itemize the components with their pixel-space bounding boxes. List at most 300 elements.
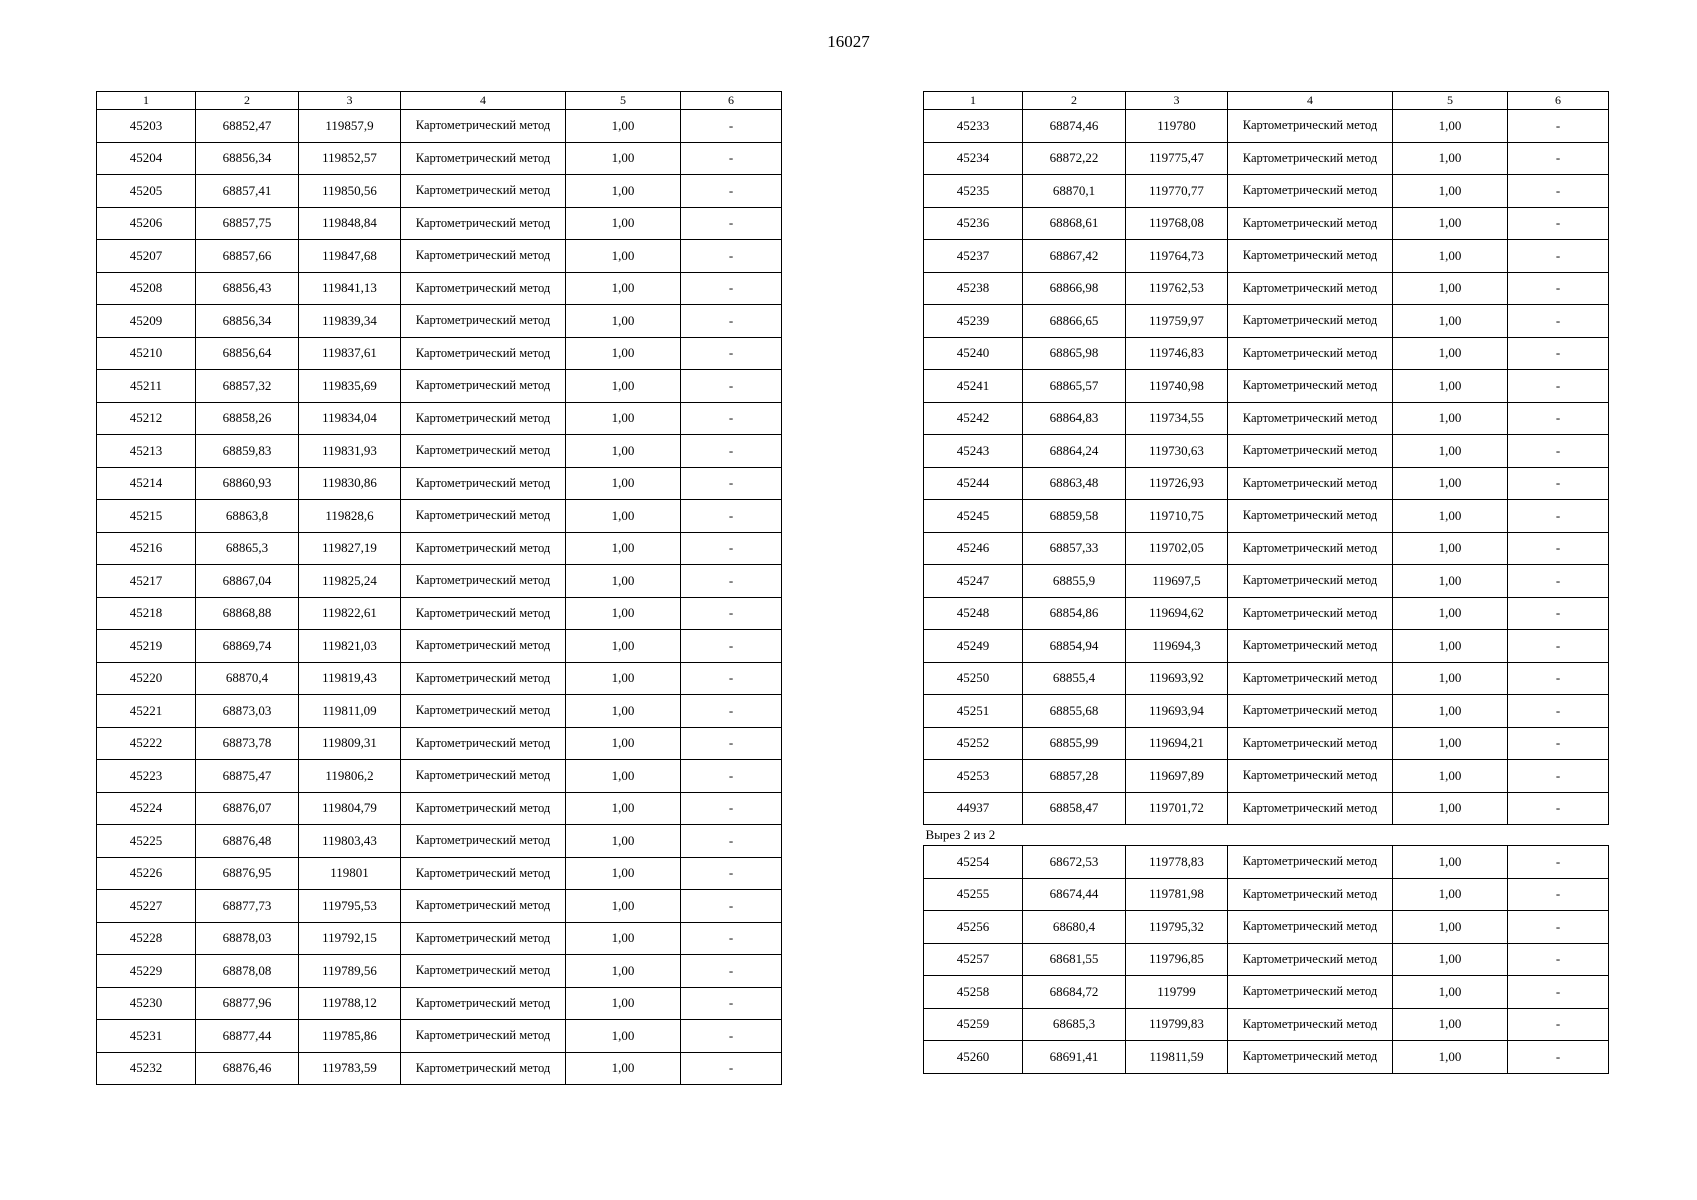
point-number-cell: 45211 <box>97 370 196 403</box>
accuracy-cell: 1,00 <box>566 500 681 533</box>
accuracy-cell: 1,00 <box>566 565 681 598</box>
accuracy-cell: 1,00 <box>1393 976 1508 1009</box>
method-cell: Картометрический метод <box>401 240 566 273</box>
accuracy-cell: 1,00 <box>566 370 681 403</box>
accuracy-cell: 1,00 <box>1393 760 1508 793</box>
x-coordinate-cell: 68864,24 <box>1023 435 1126 468</box>
table-row <box>97 695 782 728</box>
point-number-cell: 45243 <box>924 435 1023 468</box>
accuracy-cell: 1,00 <box>566 207 681 240</box>
y-coordinate-cell: 119803,43 <box>299 825 401 858</box>
method-cell: Картометрический метод <box>1228 142 1393 175</box>
point-number-cell: 45239 <box>924 305 1023 338</box>
table-row <box>97 272 782 305</box>
method-cell: Картометрический метод <box>401 207 566 240</box>
note-cell: - <box>681 1020 782 1053</box>
accuracy-cell: 1,00 <box>566 825 681 858</box>
table-row <box>924 597 1609 630</box>
table-row <box>97 370 782 403</box>
note-cell: - <box>681 662 782 695</box>
note-cell: - <box>1508 630 1609 663</box>
note-cell: - <box>1508 532 1609 565</box>
note-cell: - <box>681 500 782 533</box>
point-number-cell: 45255 <box>924 878 1023 911</box>
method-cell: Картометрический метод <box>1228 467 1393 500</box>
accuracy-cell: 1,00 <box>1393 565 1508 598</box>
y-coordinate-cell: 119825,24 <box>299 565 401 598</box>
y-coordinate-cell: 119770,77 <box>1126 175 1228 208</box>
method-cell: Картометрический метод <box>1228 727 1393 760</box>
table-row <box>97 142 782 175</box>
y-coordinate-cell: 119780 <box>1126 110 1228 143</box>
point-number-cell: 45247 <box>924 565 1023 598</box>
x-coordinate-cell: 68855,9 <box>1023 565 1126 598</box>
header-row <box>97 92 782 110</box>
method-cell: Картометрический метод <box>1228 760 1393 793</box>
note-cell: - <box>1508 337 1609 370</box>
y-coordinate-cell: 119789,56 <box>299 955 401 988</box>
method-cell: Картометрический метод <box>401 1052 566 1085</box>
note-cell: - <box>681 727 782 760</box>
note-cell: - <box>1508 207 1609 240</box>
point-number-cell: 45244 <box>924 467 1023 500</box>
method-cell: Картометрический метод <box>401 922 566 955</box>
accuracy-cell: 1,00 <box>566 857 681 890</box>
table-row <box>97 662 782 695</box>
y-coordinate-cell: 119841,13 <box>299 272 401 305</box>
note-cell: - <box>681 890 782 923</box>
method-cell: Картометрический метод <box>1228 943 1393 976</box>
x-coordinate-cell: 68858,47 <box>1023 792 1126 825</box>
accuracy-cell: 1,00 <box>566 987 681 1020</box>
y-coordinate-cell: 119694,21 <box>1126 727 1228 760</box>
y-coordinate-cell: 119792,15 <box>299 922 401 955</box>
accuracy-cell: 1,00 <box>566 467 681 500</box>
accuracy-cell: 1,00 <box>566 402 681 435</box>
x-coordinate-cell: 68877,96 <box>196 987 299 1020</box>
y-coordinate-cell: 119847,68 <box>299 240 401 273</box>
x-coordinate-cell: 68863,48 <box>1023 467 1126 500</box>
table-row <box>924 240 1609 273</box>
y-coordinate-cell: 119822,61 <box>299 597 401 630</box>
table-row <box>97 207 782 240</box>
accuracy-cell: 1,00 <box>566 305 681 338</box>
x-coordinate-cell: 68857,32 <box>196 370 299 403</box>
x-coordinate-cell: 68878,03 <box>196 922 299 955</box>
table-row <box>924 662 1609 695</box>
note-cell: - <box>1508 662 1609 695</box>
point-number-cell: 45258 <box>924 976 1023 1009</box>
accuracy-cell: 1,00 <box>566 662 681 695</box>
coordinates-table-right <box>923 91 1609 1074</box>
table-row <box>924 911 1609 944</box>
accuracy-cell: 1,00 <box>566 532 681 565</box>
y-coordinate-cell: 119831,93 <box>299 435 401 468</box>
y-coordinate-cell: 119852,57 <box>299 142 401 175</box>
table-row <box>97 857 782 890</box>
point-number-cell: 45216 <box>97 532 196 565</box>
x-coordinate-cell: 68876,48 <box>196 825 299 858</box>
x-coordinate-cell: 68685,3 <box>1023 1008 1126 1041</box>
x-coordinate-cell: 68855,68 <box>1023 695 1126 728</box>
x-coordinate-cell: 68865,57 <box>1023 370 1126 403</box>
point-number-cell: 45206 <box>97 207 196 240</box>
accuracy-cell: 1,00 <box>1393 792 1508 825</box>
header-cell: 4 <box>1228 92 1393 110</box>
accuracy-cell: 1,00 <box>1393 435 1508 468</box>
method-cell: Картометрический метод <box>1228 695 1393 728</box>
x-coordinate-cell: 68854,94 <box>1023 630 1126 663</box>
x-coordinate-cell: 68691,41 <box>1023 1041 1126 1074</box>
point-number-cell: 45219 <box>97 630 196 663</box>
table-row <box>97 1020 782 1053</box>
x-coordinate-cell: 68856,34 <box>196 305 299 338</box>
method-cell: Картометрический метод <box>401 857 566 890</box>
y-coordinate-cell: 119697,5 <box>1126 565 1228 598</box>
note-cell: - <box>681 207 782 240</box>
accuracy-cell: 1,00 <box>1393 142 1508 175</box>
point-number-cell: 45215 <box>97 500 196 533</box>
note-cell: - <box>1508 695 1609 728</box>
y-coordinate-cell: 119806,2 <box>299 760 401 793</box>
method-cell: Картометрический метод <box>1228 370 1393 403</box>
point-number-cell: 45223 <box>97 760 196 793</box>
accuracy-cell: 1,00 <box>566 240 681 273</box>
y-coordinate-cell: 119697,89 <box>1126 760 1228 793</box>
y-coordinate-cell: 119764,73 <box>1126 240 1228 273</box>
x-coordinate-cell: 68857,28 <box>1023 760 1126 793</box>
point-number-cell: 45228 <box>97 922 196 955</box>
y-coordinate-cell: 119827,19 <box>299 532 401 565</box>
header-cell: 2 <box>196 92 299 110</box>
method-cell: Картометрический метод <box>401 695 566 728</box>
table-row <box>97 337 782 370</box>
accuracy-cell: 1,00 <box>566 922 681 955</box>
accuracy-cell: 1,00 <box>1393 597 1508 630</box>
table-row <box>97 890 782 923</box>
method-cell: Картометрический метод <box>401 662 566 695</box>
y-coordinate-cell: 119726,93 <box>1126 467 1228 500</box>
header-cell: 5 <box>1393 92 1508 110</box>
point-number-cell: 45253 <box>924 760 1023 793</box>
header-cell: 4 <box>401 92 566 110</box>
y-coordinate-cell: 119781,98 <box>1126 878 1228 911</box>
point-number-cell: 45234 <box>924 142 1023 175</box>
x-coordinate-cell: 68877,73 <box>196 890 299 923</box>
note-cell: - <box>681 305 782 338</box>
point-number-cell: 45203 <box>97 110 196 143</box>
x-coordinate-cell: 68684,72 <box>1023 976 1126 1009</box>
table-row <box>97 500 782 533</box>
accuracy-cell: 1,00 <box>1393 110 1508 143</box>
table-row <box>924 760 1609 793</box>
x-coordinate-cell: 68878,08 <box>196 955 299 988</box>
method-cell: Картометрический метод <box>401 142 566 175</box>
section-label: Вырез 2 из 2 <box>924 825 1609 846</box>
y-coordinate-cell: 119785,86 <box>299 1020 401 1053</box>
point-number-cell: 45245 <box>924 500 1023 533</box>
x-coordinate-cell: 68857,66 <box>196 240 299 273</box>
table-row <box>924 272 1609 305</box>
table-row <box>97 955 782 988</box>
x-coordinate-cell: 68857,33 <box>1023 532 1126 565</box>
point-number-cell: 45224 <box>97 792 196 825</box>
y-coordinate-cell: 119778,83 <box>1126 846 1228 879</box>
point-number-cell: 45221 <box>97 695 196 728</box>
method-cell: Картометрический метод <box>1228 175 1393 208</box>
table-row <box>924 435 1609 468</box>
note-cell: - <box>681 1052 782 1085</box>
note-cell: - <box>681 272 782 305</box>
accuracy-cell: 1,00 <box>566 337 681 370</box>
x-coordinate-cell: 68674,44 <box>1023 878 1126 911</box>
y-coordinate-cell: 119828,6 <box>299 500 401 533</box>
note-cell: - <box>1508 1008 1609 1041</box>
note-cell: - <box>1508 142 1609 175</box>
accuracy-cell: 1,00 <box>566 435 681 468</box>
point-number-cell: 45235 <box>924 175 1023 208</box>
table-row <box>97 305 782 338</box>
note-cell: - <box>1508 305 1609 338</box>
point-number-cell: 45205 <box>97 175 196 208</box>
y-coordinate-cell: 119775,47 <box>1126 142 1228 175</box>
y-coordinate-cell: 119811,09 <box>299 695 401 728</box>
note-cell: - <box>1508 943 1609 976</box>
method-cell: Картометрический метод <box>401 110 566 143</box>
table-row <box>97 110 782 143</box>
table-row <box>97 760 782 793</box>
x-coordinate-cell: 68858,26 <box>196 402 299 435</box>
note-cell: - <box>681 987 782 1020</box>
accuracy-cell: 1,00 <box>1393 467 1508 500</box>
method-cell: Картометрический метод <box>1228 662 1393 695</box>
accuracy-cell: 1,00 <box>1393 727 1508 760</box>
method-cell: Картометрический метод <box>1228 1008 1393 1041</box>
accuracy-cell: 1,00 <box>566 1020 681 1053</box>
table-row <box>924 1008 1609 1041</box>
accuracy-cell: 1,00 <box>566 760 681 793</box>
accuracy-cell: 1,00 <box>566 142 681 175</box>
note-cell: - <box>1508 1041 1609 1074</box>
accuracy-cell: 1,00 <box>1393 175 1508 208</box>
point-number-cell: 45240 <box>924 337 1023 370</box>
table-row <box>924 792 1609 825</box>
point-number-cell: 45254 <box>924 846 1023 879</box>
table-row <box>97 1052 782 1085</box>
point-number-cell: 45257 <box>924 943 1023 976</box>
method-cell: Картометрический метод <box>401 890 566 923</box>
accuracy-cell: 1,00 <box>566 792 681 825</box>
y-coordinate-cell: 119821,03 <box>299 630 401 663</box>
y-coordinate-cell: 119804,79 <box>299 792 401 825</box>
table-row <box>924 532 1609 565</box>
point-number-cell: 45227 <box>97 890 196 923</box>
x-coordinate-cell: 68860,93 <box>196 467 299 500</box>
point-number-cell: 45229 <box>97 955 196 988</box>
x-coordinate-cell: 68865,98 <box>1023 337 1126 370</box>
x-coordinate-cell: 68870,1 <box>1023 175 1126 208</box>
y-coordinate-cell: 119837,61 <box>299 337 401 370</box>
x-coordinate-cell: 68867,42 <box>1023 240 1126 273</box>
accuracy-cell: 1,00 <box>1393 695 1508 728</box>
x-coordinate-cell: 68859,83 <box>196 435 299 468</box>
point-number-cell: 45251 <box>924 695 1023 728</box>
point-number-cell: 45217 <box>97 565 196 598</box>
note-cell: - <box>681 825 782 858</box>
note-cell: - <box>681 695 782 728</box>
method-cell: Картометрический метод <box>401 337 566 370</box>
x-coordinate-cell: 68856,43 <box>196 272 299 305</box>
header-cell: 1 <box>97 92 196 110</box>
accuracy-cell: 1,00 <box>1393 305 1508 338</box>
table-row <box>924 175 1609 208</box>
page-number: 16027 <box>827 32 870 51</box>
method-cell: Картометрический метод <box>401 597 566 630</box>
y-coordinate-cell: 119799,83 <box>1126 1008 1228 1041</box>
accuracy-cell: 1,00 <box>1393 532 1508 565</box>
table-row <box>924 943 1609 976</box>
method-cell: Картометрический метод <box>1228 532 1393 565</box>
method-cell: Картометрический метод <box>1228 792 1393 825</box>
point-number-cell: 45207 <box>97 240 196 273</box>
x-coordinate-cell: 68874,46 <box>1023 110 1126 143</box>
note-cell: - <box>1508 272 1609 305</box>
note-cell: - <box>681 142 782 175</box>
accuracy-cell: 1,00 <box>1393 402 1508 435</box>
method-cell: Картометрический метод <box>1228 305 1393 338</box>
table-row <box>924 305 1609 338</box>
y-coordinate-cell: 119809,31 <box>299 727 401 760</box>
point-number-cell: 45222 <box>97 727 196 760</box>
x-coordinate-cell: 68866,98 <box>1023 272 1126 305</box>
y-coordinate-cell: 119830,86 <box>299 467 401 500</box>
point-number-cell: 45246 <box>924 532 1023 565</box>
y-coordinate-cell: 119701,72 <box>1126 792 1228 825</box>
x-coordinate-cell: 68865,3 <box>196 532 299 565</box>
note-cell: - <box>681 175 782 208</box>
x-coordinate-cell: 68864,83 <box>1023 402 1126 435</box>
note-cell: - <box>681 955 782 988</box>
x-coordinate-cell: 68876,07 <box>196 792 299 825</box>
table-row <box>924 402 1609 435</box>
x-coordinate-cell: 68854,86 <box>1023 597 1126 630</box>
y-coordinate-cell: 119710,75 <box>1126 500 1228 533</box>
y-coordinate-cell: 119759,97 <box>1126 305 1228 338</box>
point-number-cell: 44937 <box>924 792 1023 825</box>
x-coordinate-cell: 68872,22 <box>1023 142 1126 175</box>
y-coordinate-cell: 119730,63 <box>1126 435 1228 468</box>
table-row <box>97 987 782 1020</box>
note-cell: - <box>1508 435 1609 468</box>
table-row <box>97 565 782 598</box>
x-coordinate-cell: 68873,78 <box>196 727 299 760</box>
table-row <box>924 727 1609 760</box>
note-cell: - <box>1508 110 1609 143</box>
method-cell: Картометрический метод <box>401 500 566 533</box>
method-cell: Картометрический метод <box>1228 911 1393 944</box>
note-cell: - <box>1508 370 1609 403</box>
note-cell: - <box>681 467 782 500</box>
x-coordinate-cell: 68868,61 <box>1023 207 1126 240</box>
y-coordinate-cell: 119835,69 <box>299 370 401 403</box>
note-cell: - <box>1508 565 1609 598</box>
y-coordinate-cell: 119768,08 <box>1126 207 1228 240</box>
method-cell: Картометрический метод <box>1228 500 1393 533</box>
method-cell: Картометрический метод <box>1228 1041 1393 1074</box>
table-row <box>97 597 782 630</box>
note-cell: - <box>681 597 782 630</box>
accuracy-cell: 1,00 <box>566 630 681 663</box>
point-number-cell: 45208 <box>97 272 196 305</box>
table-row <box>924 467 1609 500</box>
accuracy-cell: 1,00 <box>1393 337 1508 370</box>
note-cell: - <box>1508 976 1609 1009</box>
note-cell: - <box>681 370 782 403</box>
table-body <box>924 846 1609 1074</box>
accuracy-cell: 1,00 <box>566 727 681 760</box>
table-row <box>97 240 782 273</box>
note-cell: - <box>681 337 782 370</box>
method-cell: Картометрический метод <box>401 305 566 338</box>
table-row <box>924 695 1609 728</box>
x-coordinate-cell: 68875,47 <box>196 760 299 793</box>
method-cell: Картометрический метод <box>401 727 566 760</box>
y-coordinate-cell: 119819,43 <box>299 662 401 695</box>
point-number-cell: 45232 <box>97 1052 196 1085</box>
note-cell: - <box>681 110 782 143</box>
point-number-cell: 45238 <box>924 272 1023 305</box>
point-number-cell: 45213 <box>97 435 196 468</box>
method-cell: Картометрический метод <box>1228 110 1393 143</box>
point-number-cell: 45210 <box>97 337 196 370</box>
note-cell: - <box>681 565 782 598</box>
note-cell: - <box>1508 597 1609 630</box>
y-coordinate-cell: 119694,3 <box>1126 630 1228 663</box>
table-row <box>97 402 782 435</box>
note-cell: - <box>1508 846 1609 879</box>
accuracy-cell: 1,00 <box>1393 846 1508 879</box>
note-cell: - <box>681 630 782 663</box>
note-cell: - <box>681 435 782 468</box>
note-cell: - <box>681 857 782 890</box>
x-coordinate-cell: 68870,4 <box>196 662 299 695</box>
method-cell: Картометрический метод <box>1228 630 1393 663</box>
note-cell: - <box>681 922 782 955</box>
y-coordinate-cell: 119783,59 <box>299 1052 401 1085</box>
x-coordinate-cell: 68859,58 <box>1023 500 1126 533</box>
point-number-cell: 45260 <box>924 1041 1023 1074</box>
method-cell: Картометрический метод <box>401 532 566 565</box>
y-coordinate-cell: 119694,62 <box>1126 597 1228 630</box>
method-cell: Картометрический метод <box>401 175 566 208</box>
accuracy-cell: 1,00 <box>1393 1041 1508 1074</box>
table-body <box>97 110 782 1085</box>
y-coordinate-cell: 119693,92 <box>1126 662 1228 695</box>
note-cell: - <box>1508 500 1609 533</box>
header-cell: 3 <box>299 92 401 110</box>
point-number-cell: 45225 <box>97 825 196 858</box>
note-cell: - <box>1508 792 1609 825</box>
accuracy-cell: 1,00 <box>1393 878 1508 911</box>
point-number-cell: 45259 <box>924 1008 1023 1041</box>
table-row <box>924 878 1609 911</box>
table-row <box>97 467 782 500</box>
x-coordinate-cell: 68857,75 <box>196 207 299 240</box>
table-row <box>97 727 782 760</box>
y-coordinate-cell: 119702,05 <box>1126 532 1228 565</box>
method-cell: Картометрический метод <box>1228 402 1393 435</box>
table-row <box>924 846 1609 879</box>
